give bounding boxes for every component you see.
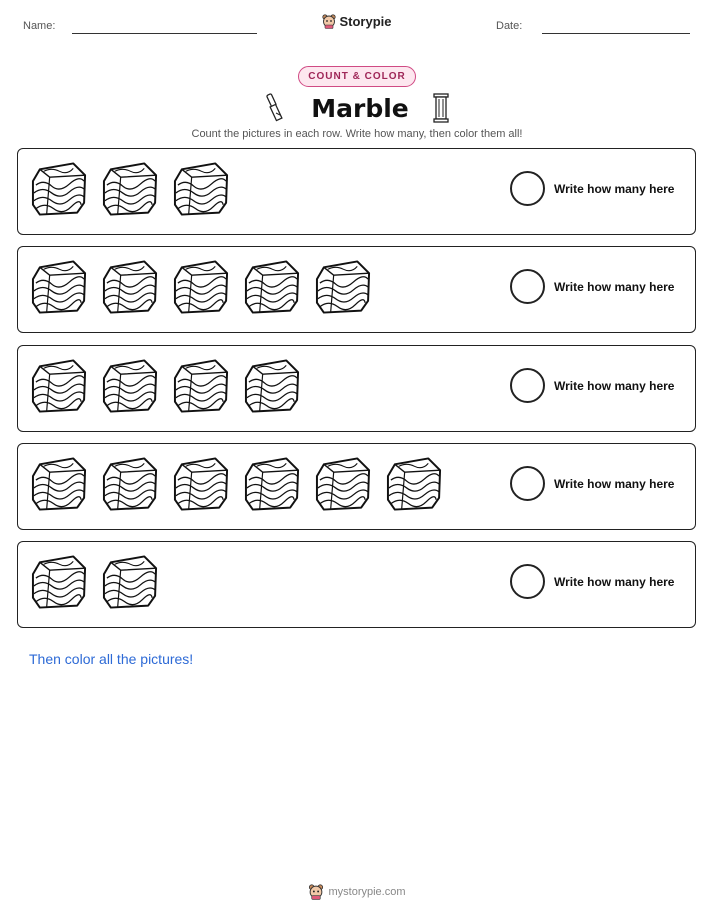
- answer-label: Write how many here: [554, 182, 675, 196]
- name-label: Name:: [23, 20, 56, 32]
- marble-block-icon[interactable]: [243, 356, 302, 416]
- answer-circle[interactable]: [510, 564, 545, 599]
- marble-group: [30, 257, 373, 321]
- marble-block-icon[interactable]: [314, 454, 373, 514]
- footer-site-text: mystorypie.com: [328, 886, 406, 898]
- answer-label: Write how many here: [554, 477, 675, 491]
- marble-group: [30, 552, 160, 616]
- brand-name: Storypie: [339, 14, 392, 29]
- marble-block-icon[interactable]: [101, 257, 160, 317]
- answer-label: Write how many here: [554, 280, 675, 294]
- marble-group: [30, 159, 231, 223]
- marble-block-icon[interactable]: [243, 454, 302, 514]
- marble-block-icon[interactable]: [101, 356, 160, 416]
- marble-block-icon[interactable]: [314, 257, 373, 317]
- answer-circle[interactable]: [510, 466, 545, 501]
- answer-circle[interactable]: [510, 269, 545, 304]
- date-line[interactable]: [542, 33, 690, 34]
- answer-circle[interactable]: [510, 171, 545, 206]
- marble-block-icon[interactable]: [172, 356, 231, 416]
- answer-label: Write how many here: [554, 575, 675, 589]
- marble-group: [30, 454, 444, 518]
- name-line[interactable]: [72, 33, 257, 34]
- marble-block-icon[interactable]: [30, 552, 89, 612]
- count-row: [17, 148, 696, 235]
- chisel-icon: [265, 93, 287, 123]
- count-color-badge: COUNT & COLOR: [298, 66, 415, 87]
- marble-block-icon[interactable]: [172, 257, 231, 317]
- marble-block-icon[interactable]: [30, 356, 89, 416]
- answer-label: Write how many here: [554, 379, 675, 393]
- marble-block-icon[interactable]: [30, 159, 89, 219]
- storypie-brand: [0, 14, 714, 29]
- marble-block-icon[interactable]: [30, 257, 89, 317]
- footer-note: Then color all the pictures!: [29, 651, 194, 667]
- answer-circle[interactable]: [510, 368, 545, 403]
- marble-block-icon[interactable]: [30, 454, 89, 514]
- marble-pillar-icon: [433, 93, 449, 123]
- marble-block-icon[interactable]: [243, 257, 302, 317]
- marble-block-icon[interactable]: [172, 159, 231, 219]
- count-row: [17, 541, 696, 628]
- instructions: Count the pictures in each row. Write how many, then color them all!: [191, 128, 523, 140]
- storypie-logo-icon: [322, 14, 336, 29]
- marble-block-icon[interactable]: [101, 552, 160, 612]
- count-row: [17, 246, 696, 333]
- count-row: [17, 345, 696, 432]
- marble-block-icon[interactable]: [101, 159, 160, 219]
- title-row: [0, 90, 714, 126]
- marble-block-icon[interactable]: [172, 454, 231, 514]
- page-title: Marble: [311, 93, 409, 123]
- storypie-footer-logo-icon: [308, 884, 324, 900]
- footer-site: [0, 884, 714, 900]
- marble-block-icon[interactable]: [385, 454, 444, 514]
- marble-block-icon[interactable]: [101, 454, 160, 514]
- count-row: [17, 443, 696, 530]
- date-label: Date:: [496, 20, 523, 32]
- marble-group: [30, 356, 302, 420]
